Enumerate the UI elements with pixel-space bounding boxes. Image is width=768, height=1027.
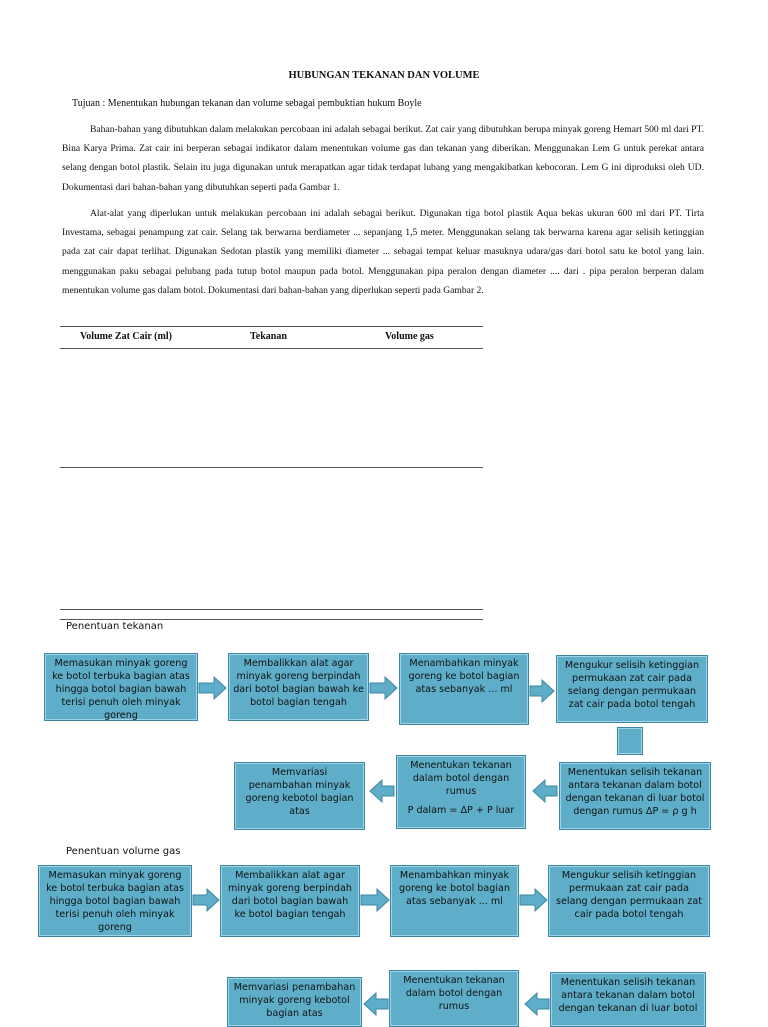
flow2-step6-box: Menentukan tekanan dalam botol dengan rumus bbox=[389, 970, 519, 1027]
flow2-step7-box: Memvariasi penambahan minyak goreng kebotol bagian atas bbox=[227, 977, 362, 1027]
flow1-step7-box: Memvariasi penambahan minyak goreng kebotol bagian atas bbox=[234, 762, 365, 830]
flow1-arrow-5 bbox=[370, 780, 394, 802]
materials-paragraph-text: Bahan-bahan yang dibutuhkan dalam melakukan percobaan ini adalah sebagai berikut. Zat cair yang dibutuhkan berupa minyak goreng Hemart 500 ml dari PT. Bina Karya Prima. Zat cair ini berperan sebagai indikator dalam menentukan volume gas dan tekanan yang diberikan. Menggunakan Lem G untuk perekat antara selang dengan botol plastik. Selain itu juga digunakan untuk merapatkan agar tidak terdapat lubang yang mengakibatkan kebocoran. Lem G ini diproduksi oleh UD. Dokumentasi dari bahan-bahan yang dibutuhkan seperti pada Gambar 1. bbox=[62, 124, 704, 193]
flow2-arrow-4 bbox=[525, 993, 549, 1015]
flow1-section-label: Penentuan tekanan bbox=[66, 621, 164, 632]
table-header-volume-gas: Volume gas bbox=[385, 331, 434, 342]
flow2-step3-box: Menambahkan minyak goreng ke botol bagian atas sebanyak ... ml bbox=[390, 865, 519, 937]
flow2-arrow-1 bbox=[193, 889, 219, 911]
tools-paragraph-text: Alat-alat yang diperlukan untuk melakukan percobaan ini adalah sebagai berikut. Digunakan tiga botol plastik Aqua bekas ukuran 600 ml dari PT. Tirta Investama, sebagai penampung zat cair. Selang tak berwarna berdiameter ... sepanjang 1,5 meter. Menggunakan selang tak berwarna karena agar selisih ketinggian pada zat cair dapat terlihat. Digunakan Sedotan plastik yang memiliki diameter ... sebagai tempat keluar masuknya udara/gas dari botol satu ke botol yang lain. menggunakan paku sebagai pelubang pada tutup botol maupun pada botol. Menggunakan pipa peralon dengan diameter .... dari . pipa peralon berperan dalam menentukan volume gas dalam botol. Dokumentasi dari bahan-bahan yang diperlukan seperti pada Gambar 2. bbox=[62, 208, 704, 296]
flow1-step6-text: Menentukan tekanan dalam botol dengan rumus bbox=[410, 760, 512, 797]
flow1-arrow-4 bbox=[533, 780, 557, 802]
table-header-volume-zat-cair: Volume Zat Cair (ml) bbox=[80, 331, 172, 342]
page-title: HUBUNGAN TEKANAN DAN VOLUME bbox=[288, 70, 480, 81]
flow1-arrow-2 bbox=[370, 677, 397, 699]
flow1-step3-box: Menambahkan minyak goreng ke botol bagian atas sebanyak ... ml bbox=[399, 653, 529, 725]
flow2-arrow-5 bbox=[364, 993, 388, 1015]
flow2-step2-box: Membalikkan alat agar minyak goreng berpindah dari botol bagian bawah ke botol bagian tengah bbox=[220, 865, 360, 937]
flow2-step1-box: Memasukan minyak goreng ke botol terbuka bagian atas hingga botol bagian bawah terisi penuh oleh minyak goreng bbox=[38, 865, 192, 937]
flow1-step1-box: Memasukan minyak goreng ke botol terbuka bagian atas hingga botol bagian bawah terisi penuh oleh minyak goreng bbox=[44, 653, 198, 721]
flow2-arrow-3 bbox=[520, 889, 547, 911]
flow1-arrow-1 bbox=[199, 677, 226, 699]
flow1-step2-box: Membalikkan alat agar minyak goreng berpindah dari botol bagian bawah ke botol bagian tengah bbox=[228, 653, 369, 721]
flow2-section-label: Penentuan volume gas bbox=[66, 846, 181, 857]
flow2-arrow-2 bbox=[361, 889, 389, 911]
table-header-tekanan: Tekanan bbox=[250, 331, 287, 342]
flow2-step4-box: Mengukur selisih ketinggian permukaan zat cair pada selang dengan permukaan zat cair pada botol tengah bbox=[548, 865, 710, 937]
flow1-step5-box: Menentukan selisih tekanan antara tekanan dalam botol dengan tekanan di luar botol dengan rumus ΔP = ρ g h bbox=[559, 762, 711, 830]
flow1-formula: P dalam = ΔP + P luar bbox=[407, 805, 515, 816]
objective-text: Tujuan : Menentukan hubungan tekanan dan volume sebagai pembuktian hukum Boyle bbox=[72, 98, 422, 109]
flow1-step4-box: Mengukur selisih ketinggian permukaan zat cair pada selang dengan permukaan zat cair pada botol tengah bbox=[556, 655, 708, 723]
flow2-step5-box: Menentukan selisih tekanan antara tekanan dalam botol dengan tekanan di luar botol bbox=[550, 972, 706, 1027]
flow1-arrow-3 bbox=[530, 680, 554, 702]
